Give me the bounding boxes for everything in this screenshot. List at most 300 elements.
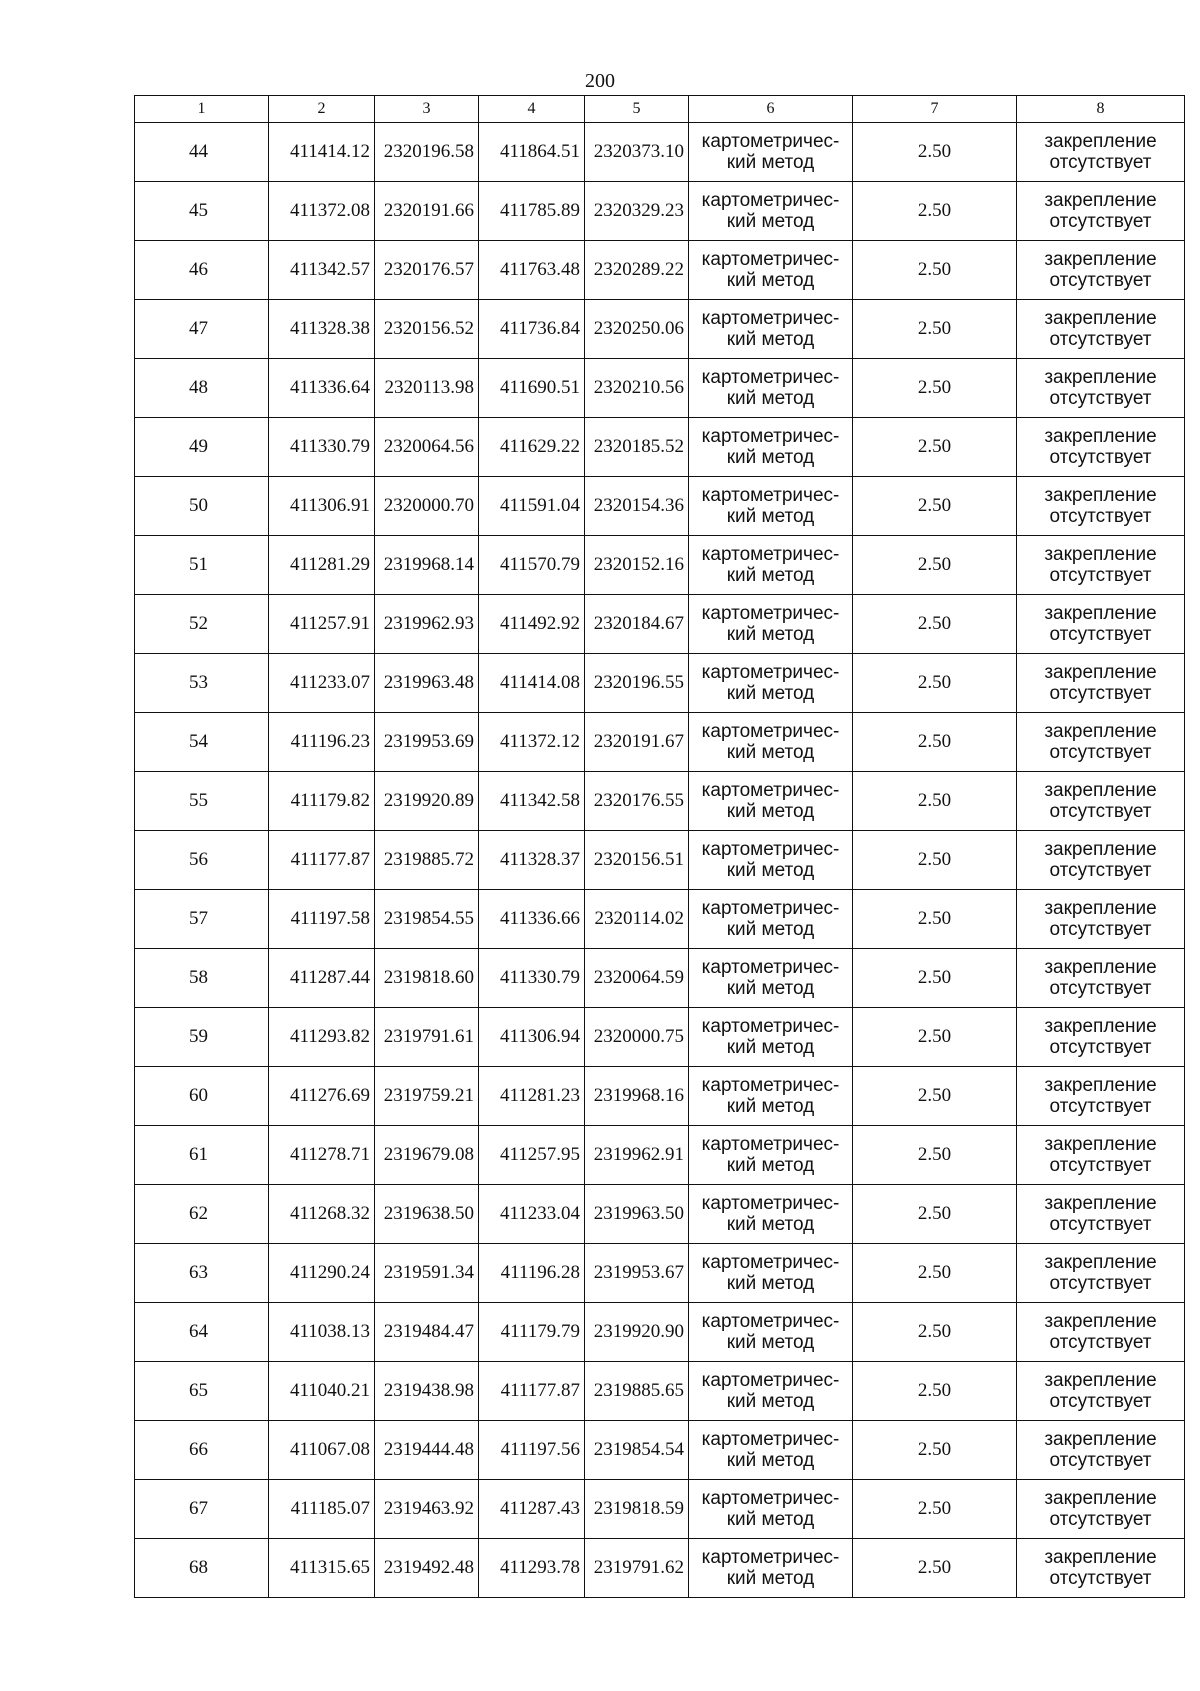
y1-cell: 2320176.57 xyxy=(375,241,479,300)
point-number-cell: 67 xyxy=(135,1480,269,1539)
method-cell xyxy=(689,654,853,713)
note-cell xyxy=(1017,536,1185,595)
note-cell xyxy=(1017,595,1185,654)
method-line-2: кий метод xyxy=(726,801,815,822)
point-number-cell: 55 xyxy=(135,772,269,831)
y2-cell: 2319791.62 xyxy=(585,1539,689,1598)
x1-cell: 411328.38 xyxy=(269,300,375,359)
y2-cell: 2320196.55 xyxy=(585,654,689,713)
method-line-2: кий метод xyxy=(726,152,815,173)
point-number-cell: 61 xyxy=(135,1126,269,1185)
method-line-2: кий метод xyxy=(726,1568,815,1589)
method-line-2: кий метод xyxy=(726,624,815,645)
note-line-1: закрепление xyxy=(1044,249,1157,270)
method-line-2: кий метод xyxy=(726,742,815,763)
method-line-2: кий метод xyxy=(726,1096,815,1117)
method-line-2: кий метод xyxy=(726,565,815,586)
note-cell xyxy=(1017,654,1185,713)
x2-cell: 411372.12 xyxy=(479,713,585,772)
method-line-1: картометричес- xyxy=(701,308,840,329)
x2-cell: 411197.56 xyxy=(479,1421,585,1480)
method-cell xyxy=(689,1126,853,1185)
note-cell xyxy=(1017,713,1185,772)
y1-cell: 2319463.92 xyxy=(375,1480,479,1539)
accuracy-cell: 2.50 xyxy=(853,949,1017,1008)
table-row xyxy=(135,1244,1185,1303)
method-line-2: кий метод xyxy=(726,1273,815,1294)
table-row xyxy=(135,1421,1185,1480)
method-line-1: картометричес- xyxy=(701,898,840,919)
y2-cell: 2319885.65 xyxy=(585,1362,689,1421)
x2-cell: 411570.79 xyxy=(479,536,585,595)
x1-cell: 411233.07 xyxy=(269,654,375,713)
method-cell xyxy=(689,1008,853,1067)
y1-cell: 2319963.48 xyxy=(375,654,479,713)
method-cell xyxy=(689,477,853,536)
table-row xyxy=(135,1480,1185,1539)
accuracy-cell: 2.50 xyxy=(853,241,1017,300)
method-cell xyxy=(689,1303,853,1362)
point-number-cell: 47 xyxy=(135,300,269,359)
coordinates-table xyxy=(134,95,1185,1598)
method-cell xyxy=(689,949,853,1008)
method-line-1: картометричес- xyxy=(701,1193,840,1214)
method-line-2: кий метод xyxy=(726,978,815,999)
accuracy-cell: 2.50 xyxy=(853,1362,1017,1421)
y1-cell: 2319638.50 xyxy=(375,1185,479,1244)
table-row xyxy=(135,1303,1185,1362)
point-number-cell: 63 xyxy=(135,1244,269,1303)
table-row xyxy=(135,713,1185,772)
y2-cell: 2319854.54 xyxy=(585,1421,689,1480)
note-line-2: отсутствует xyxy=(1049,329,1152,350)
x1-cell: 411038.13 xyxy=(269,1303,375,1362)
column-header: 2 xyxy=(269,96,375,123)
note-line-2: отсутствует xyxy=(1049,447,1152,468)
x1-cell: 411179.82 xyxy=(269,772,375,831)
note-line-1: закрепление xyxy=(1044,485,1157,506)
method-line-1: картометричес- xyxy=(701,1075,840,1096)
note-line-2: отсутствует xyxy=(1049,624,1152,645)
note-line-2: отсутствует xyxy=(1049,1214,1152,1235)
accuracy-cell: 2.50 xyxy=(853,123,1017,182)
point-number-cell: 66 xyxy=(135,1421,269,1480)
method-line-2: кий метод xyxy=(726,1391,815,1412)
accuracy-cell: 2.50 xyxy=(853,418,1017,477)
x2-cell: 411196.28 xyxy=(479,1244,585,1303)
x1-cell: 411287.44 xyxy=(269,949,375,1008)
note-line-2: отсутствует xyxy=(1049,1037,1152,1058)
note-line-1: закрепление xyxy=(1044,1488,1157,1509)
note-cell xyxy=(1017,949,1185,1008)
point-number-cell: 64 xyxy=(135,1303,269,1362)
x2-cell: 411287.43 xyxy=(479,1480,585,1539)
x1-cell: 411293.82 xyxy=(269,1008,375,1067)
accuracy-cell: 2.50 xyxy=(853,1126,1017,1185)
table-row xyxy=(135,1539,1185,1598)
note-line-1: закрепление xyxy=(1044,780,1157,801)
x2-cell: 411690.51 xyxy=(479,359,585,418)
y1-cell: 2319818.60 xyxy=(375,949,479,1008)
y1-cell: 2319920.89 xyxy=(375,772,479,831)
y2-cell: 2319962.91 xyxy=(585,1126,689,1185)
note-line-1: закрепление xyxy=(1044,1193,1157,1214)
table-row xyxy=(135,1008,1185,1067)
method-line-1: картометричес- xyxy=(701,1016,840,1037)
y2-cell: 2320176.55 xyxy=(585,772,689,831)
note-line-1: закрепление xyxy=(1044,839,1157,860)
method-cell xyxy=(689,182,853,241)
note-line-1: закрепление xyxy=(1044,1075,1157,1096)
note-cell xyxy=(1017,1303,1185,1362)
method-line-1: картометричес- xyxy=(701,367,840,388)
accuracy-cell: 2.50 xyxy=(853,1067,1017,1126)
table-row xyxy=(135,1185,1185,1244)
y2-cell: 2319953.67 xyxy=(585,1244,689,1303)
x1-cell: 411268.32 xyxy=(269,1185,375,1244)
header-row xyxy=(135,96,1185,123)
method-cell xyxy=(689,1539,853,1598)
accuracy-cell: 2.50 xyxy=(853,831,1017,890)
note-cell xyxy=(1017,1185,1185,1244)
y2-cell: 2320373.10 xyxy=(585,123,689,182)
note-line-1: закрепление xyxy=(1044,544,1157,565)
y2-cell: 2320191.67 xyxy=(585,713,689,772)
y2-cell: 2320154.36 xyxy=(585,477,689,536)
method-line-2: кий метод xyxy=(726,447,815,468)
note-line-2: отсутствует xyxy=(1049,1096,1152,1117)
method-line-1: картометричес- xyxy=(701,780,840,801)
y2-cell: 2320156.51 xyxy=(585,831,689,890)
method-line-1: картометричес- xyxy=(701,721,840,742)
accuracy-cell: 2.50 xyxy=(853,1008,1017,1067)
note-cell xyxy=(1017,1362,1185,1421)
accuracy-cell: 2.50 xyxy=(853,772,1017,831)
method-line-2: кий метод xyxy=(726,860,815,881)
point-number-cell: 65 xyxy=(135,1362,269,1421)
point-number-cell: 46 xyxy=(135,241,269,300)
note-line-1: закрепление xyxy=(1044,662,1157,683)
point-number-cell: 68 xyxy=(135,1539,269,1598)
note-line-1: закрепление xyxy=(1044,367,1157,388)
note-line-1: закрепление xyxy=(1044,603,1157,624)
method-line-2: кий метод xyxy=(726,211,815,232)
y2-cell: 2320152.16 xyxy=(585,536,689,595)
method-line-1: картометричес- xyxy=(701,839,840,860)
note-line-1: закрепление xyxy=(1044,1134,1157,1155)
note-cell xyxy=(1017,359,1185,418)
note-cell xyxy=(1017,772,1185,831)
method-cell xyxy=(689,536,853,595)
method-line-2: кий метод xyxy=(726,506,815,527)
note-cell xyxy=(1017,1539,1185,1598)
y1-cell: 2319962.93 xyxy=(375,595,479,654)
method-cell xyxy=(689,123,853,182)
x1-cell: 411040.21 xyxy=(269,1362,375,1421)
point-number-cell: 52 xyxy=(135,595,269,654)
x2-cell: 411293.78 xyxy=(479,1539,585,1598)
table-row xyxy=(135,1126,1185,1185)
note-line-2: отсутствует xyxy=(1049,565,1152,586)
point-number-cell: 45 xyxy=(135,182,269,241)
x1-cell: 411197.58 xyxy=(269,890,375,949)
method-cell xyxy=(689,1480,853,1539)
point-number-cell: 54 xyxy=(135,713,269,772)
note-line-2: отсутствует xyxy=(1049,801,1152,822)
note-line-2: отсутствует xyxy=(1049,1568,1152,1589)
note-line-2: отсутствует xyxy=(1049,152,1152,173)
column-header: 7 xyxy=(853,96,1017,123)
x2-cell: 411785.89 xyxy=(479,182,585,241)
note-line-1: закрепление xyxy=(1044,1370,1157,1391)
note-line-2: отсутствует xyxy=(1049,1391,1152,1412)
note-line-2: отсутствует xyxy=(1049,1155,1152,1176)
note-line-1: закрепление xyxy=(1044,898,1157,919)
point-number-cell: 62 xyxy=(135,1185,269,1244)
y2-cell: 2319920.90 xyxy=(585,1303,689,1362)
note-line-2: отсутствует xyxy=(1049,211,1152,232)
accuracy-cell: 2.50 xyxy=(853,1244,1017,1303)
note-line-1: закрепление xyxy=(1044,1252,1157,1273)
table-row xyxy=(135,949,1185,1008)
x2-cell: 411342.58 xyxy=(479,772,585,831)
y2-cell: 2320114.02 xyxy=(585,890,689,949)
method-line-1: картометричес- xyxy=(701,1134,840,1155)
note-cell xyxy=(1017,1244,1185,1303)
y1-cell: 2319791.61 xyxy=(375,1008,479,1067)
y1-cell: 2319591.34 xyxy=(375,1244,479,1303)
method-line-1: картометричес- xyxy=(701,249,840,270)
note-cell xyxy=(1017,1008,1185,1067)
x1-cell: 411276.69 xyxy=(269,1067,375,1126)
note-line-1: закрепление xyxy=(1044,190,1157,211)
x2-cell: 411328.37 xyxy=(479,831,585,890)
point-number-cell: 59 xyxy=(135,1008,269,1067)
y1-cell: 2320000.70 xyxy=(375,477,479,536)
table-row xyxy=(135,536,1185,595)
table-row xyxy=(135,772,1185,831)
table-row xyxy=(135,418,1185,477)
column-header: 5 xyxy=(585,96,689,123)
x1-cell: 411196.23 xyxy=(269,713,375,772)
accuracy-cell: 2.50 xyxy=(853,536,1017,595)
table-row xyxy=(135,890,1185,949)
accuracy-cell: 2.50 xyxy=(853,182,1017,241)
method-line-1: картометричес- xyxy=(701,426,840,447)
accuracy-cell: 2.50 xyxy=(853,1480,1017,1539)
accuracy-cell: 2.50 xyxy=(853,1421,1017,1480)
note-line-2: отсутствует xyxy=(1049,506,1152,527)
note-cell xyxy=(1017,1480,1185,1539)
method-line-1: картометричес- xyxy=(701,1488,840,1509)
method-line-1: картометричес- xyxy=(701,485,840,506)
note-line-2: отсутствует xyxy=(1049,388,1152,409)
point-number-cell: 53 xyxy=(135,654,269,713)
x1-cell: 411290.24 xyxy=(269,1244,375,1303)
point-number-cell: 49 xyxy=(135,418,269,477)
method-cell xyxy=(689,241,853,300)
accuracy-cell: 2.50 xyxy=(853,1185,1017,1244)
method-cell xyxy=(689,1421,853,1480)
y1-cell: 2319492.48 xyxy=(375,1539,479,1598)
table-row xyxy=(135,1362,1185,1421)
x2-cell: 411336.66 xyxy=(479,890,585,949)
column-header: 3 xyxy=(375,96,479,123)
method-cell xyxy=(689,713,853,772)
y1-cell: 2319484.47 xyxy=(375,1303,479,1362)
x1-cell: 411185.07 xyxy=(269,1480,375,1539)
method-line-2: кий метод xyxy=(726,1155,815,1176)
table-row xyxy=(135,831,1185,890)
y1-cell: 2319885.72 xyxy=(375,831,479,890)
point-number-cell: 57 xyxy=(135,890,269,949)
note-line-1: закрепление xyxy=(1044,1016,1157,1037)
point-number-cell: 60 xyxy=(135,1067,269,1126)
x2-cell: 411233.04 xyxy=(479,1185,585,1244)
table-row xyxy=(135,300,1185,359)
y2-cell: 2319963.50 xyxy=(585,1185,689,1244)
y2-cell: 2319818.59 xyxy=(585,1480,689,1539)
x1-cell: 411278.71 xyxy=(269,1126,375,1185)
y1-cell: 2319968.14 xyxy=(375,536,479,595)
x1-cell: 411336.64 xyxy=(269,359,375,418)
method-line-2: кий метод xyxy=(726,1450,815,1471)
note-cell xyxy=(1017,1067,1185,1126)
method-line-1: картометричес- xyxy=(701,1547,840,1568)
x2-cell: 411629.22 xyxy=(479,418,585,477)
note-cell xyxy=(1017,831,1185,890)
x1-cell: 411330.79 xyxy=(269,418,375,477)
method-cell xyxy=(689,890,853,949)
note-line-1: закрепление xyxy=(1044,131,1157,152)
y2-cell: 2320210.56 xyxy=(585,359,689,418)
y1-cell: 2319679.08 xyxy=(375,1126,479,1185)
y1-cell: 2319444.48 xyxy=(375,1421,479,1480)
point-number-cell: 48 xyxy=(135,359,269,418)
point-number-cell: 58 xyxy=(135,949,269,1008)
x1-cell: 411372.08 xyxy=(269,182,375,241)
x1-cell: 411177.87 xyxy=(269,831,375,890)
note-line-1: закрепление xyxy=(1044,721,1157,742)
point-number-cell: 51 xyxy=(135,536,269,595)
note-line-2: отсутствует xyxy=(1049,1332,1152,1353)
method-line-2: кий метод xyxy=(726,329,815,350)
note-cell xyxy=(1017,1421,1185,1480)
y2-cell: 2320250.06 xyxy=(585,300,689,359)
note-cell xyxy=(1017,241,1185,300)
y1-cell: 2320113.98 xyxy=(375,359,479,418)
method-cell xyxy=(689,1185,853,1244)
note-line-2: отсутствует xyxy=(1049,270,1152,291)
table-row xyxy=(135,654,1185,713)
y2-cell: 2320185.52 xyxy=(585,418,689,477)
x2-cell: 411492.92 xyxy=(479,595,585,654)
y2-cell: 2320064.59 xyxy=(585,949,689,1008)
note-cell xyxy=(1017,477,1185,536)
point-number-cell: 56 xyxy=(135,831,269,890)
method-line-2: кий метод xyxy=(726,683,815,704)
method-line-1: картометричес- xyxy=(701,1311,840,1332)
method-line-1: картометричес- xyxy=(701,1252,840,1273)
table-row xyxy=(135,123,1185,182)
method-cell xyxy=(689,1067,853,1126)
note-cell xyxy=(1017,418,1185,477)
x2-cell: 411177.87 xyxy=(479,1362,585,1421)
y2-cell: 2320000.75 xyxy=(585,1008,689,1067)
note-line-2: отсутствует xyxy=(1049,860,1152,881)
method-line-1: картометричес- xyxy=(701,190,840,211)
method-line-2: кий метод xyxy=(726,388,815,409)
table-body xyxy=(135,123,1185,1598)
table-row xyxy=(135,1067,1185,1126)
method-line-1: картометричес- xyxy=(701,1370,840,1391)
accuracy-cell: 2.50 xyxy=(853,1303,1017,1362)
y1-cell: 2319854.55 xyxy=(375,890,479,949)
note-line-2: отсутствует xyxy=(1049,919,1152,940)
table-row xyxy=(135,595,1185,654)
method-cell xyxy=(689,831,853,890)
note-line-2: отсутствует xyxy=(1049,1273,1152,1294)
x2-cell: 411281.23 xyxy=(479,1067,585,1126)
page-number: 200 xyxy=(585,70,615,92)
column-header: 6 xyxy=(689,96,853,123)
method-line-2: кий метод xyxy=(726,1214,815,1235)
column-header: 1 xyxy=(135,96,269,123)
note-line-2: отсутствует xyxy=(1049,978,1152,999)
x2-cell: 411414.08 xyxy=(479,654,585,713)
note-line-1: закрепление xyxy=(1044,1311,1157,1332)
table-row xyxy=(135,241,1185,300)
x1-cell: 411257.91 xyxy=(269,595,375,654)
x2-cell: 411736.84 xyxy=(479,300,585,359)
y1-cell: 2319438.98 xyxy=(375,1362,479,1421)
method-line-1: картометричес- xyxy=(701,957,840,978)
column-header: 4 xyxy=(479,96,585,123)
accuracy-cell: 2.50 xyxy=(853,477,1017,536)
method-cell xyxy=(689,418,853,477)
accuracy-cell: 2.50 xyxy=(853,654,1017,713)
method-line-1: картометричес- xyxy=(701,603,840,624)
y2-cell: 2320329.23 xyxy=(585,182,689,241)
x1-cell: 411315.65 xyxy=(269,1539,375,1598)
note-line-2: отсутствует xyxy=(1049,1450,1152,1471)
column-header: 8 xyxy=(1017,96,1185,123)
y2-cell: 2320289.22 xyxy=(585,241,689,300)
note-line-2: отсутствует xyxy=(1049,742,1152,763)
note-cell xyxy=(1017,1126,1185,1185)
y1-cell: 2320064.56 xyxy=(375,418,479,477)
method-line-1: картометричес- xyxy=(701,1429,840,1450)
y1-cell: 2320156.52 xyxy=(375,300,479,359)
method-line-1: картометричес- xyxy=(701,662,840,683)
accuracy-cell: 2.50 xyxy=(853,595,1017,654)
table-row xyxy=(135,359,1185,418)
y1-cell: 2319953.69 xyxy=(375,713,479,772)
x2-cell: 411330.79 xyxy=(479,949,585,1008)
accuracy-cell: 2.50 xyxy=(853,890,1017,949)
x1-cell: 411281.29 xyxy=(269,536,375,595)
method-line-2: кий метод xyxy=(726,919,815,940)
note-line-2: отсутствует xyxy=(1049,683,1152,704)
y2-cell: 2319968.16 xyxy=(585,1067,689,1126)
note-cell xyxy=(1017,300,1185,359)
x1-cell: 411414.12 xyxy=(269,123,375,182)
accuracy-cell: 2.50 xyxy=(853,1539,1017,1598)
method-cell xyxy=(689,1244,853,1303)
note-line-1: закрепление xyxy=(1044,957,1157,978)
x2-cell: 411763.48 xyxy=(479,241,585,300)
method-cell xyxy=(689,595,853,654)
